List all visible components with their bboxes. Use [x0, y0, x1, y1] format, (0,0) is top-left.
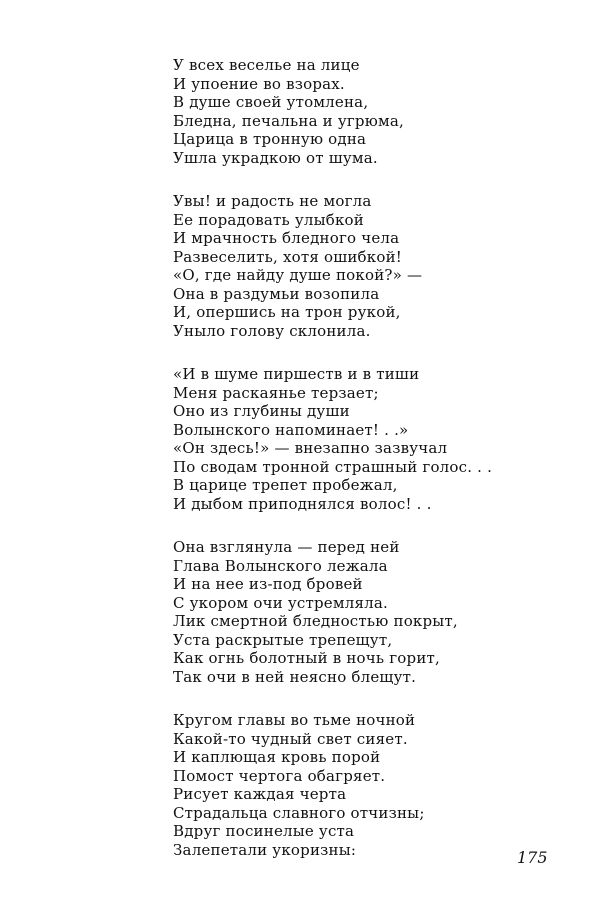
poem-line: Помост чертога обагряет.	[173, 766, 386, 785]
poem-line: Она взглянула — перед ней	[173, 538, 400, 556]
poem-line: Она в раздумьи возопила	[173, 284, 380, 303]
poem-line: Залепетали укоризны:	[173, 840, 357, 859]
poem-line: И на нее из-под бровей	[173, 575, 363, 593]
poem-line: И дыбом приподнялся волос! . .	[173, 494, 432, 513]
stanza-4	[173, 538, 573, 686]
poem-line: Какой-то чудный свет сияет.	[173, 729, 408, 748]
poem-line: Кругом главы во тьме ночной	[173, 711, 416, 729]
poem-line: Волынского напоминает! . .»	[173, 420, 409, 439]
poem-line: Оно из глубины души	[173, 402, 350, 420]
poem-line: «И в шуме пиршеств и в тиши	[173, 365, 420, 383]
poem-line: Царица в тронную одна	[173, 130, 367, 148]
poem-line: И, опершись на трон рукой,	[173, 303, 401, 321]
poem-line: Страдальца славного отчизны;	[173, 803, 425, 822]
poem-line: Глава Волынского лежала	[173, 556, 388, 575]
poem-line: Развеселить, хотя ошибкой!	[173, 247, 402, 266]
stanza-5	[173, 711, 573, 859]
poem-line: С укором очи устремляла.	[173, 593, 388, 612]
poem-line: Как огнь болотный в ночь горит,	[173, 649, 440, 667]
poem-line: Бледна, печальна и угрюма,	[173, 111, 404, 130]
poem-line: И мрачность бледного чела	[173, 229, 400, 247]
poem-line: Ушла украдкою от шума.	[173, 148, 378, 167]
poem-line: Ее порадовать улыбкой	[173, 210, 364, 229]
page-number: 175	[517, 848, 548, 867]
poem-text	[173, 56, 573, 884]
poem-line: Уныло голову склонила.	[173, 321, 371, 340]
poem-line: Рисует каждая черта	[173, 785, 347, 803]
poem-line: И каплющая кровь порой	[173, 748, 381, 766]
poem-line: Так очи в ней неясно блещут.	[173, 667, 417, 686]
poem-line: У всех веселье на лице	[173, 56, 360, 74]
poem-line: Вдруг посинелые уста	[173, 822, 355, 840]
stanza-2	[173, 192, 573, 340]
poem-line: И упоение во взорах.	[173, 74, 345, 93]
poem-line: Лик смертной бледностью покрыт,	[173, 612, 458, 630]
poem-line: По сводам тронной страшный голос. . .	[173, 457, 493, 476]
poem-line: «О, где найду душе покой?» —	[173, 266, 423, 284]
poem-line: Меня раскаянье терзает;	[173, 383, 379, 402]
poem-line: В душе своей утомлена,	[173, 93, 369, 111]
stanza-1	[173, 56, 573, 167]
poem-line: Уста раскрытые трепещут,	[173, 630, 393, 649]
poem-line: Увы! и радость не могла	[173, 192, 372, 210]
poem-line: «Он здесь!» — внезапно зазвучал	[173, 439, 448, 457]
poem-line: В царице трепет пробежал,	[173, 476, 398, 494]
stanza-3	[173, 365, 573, 513]
